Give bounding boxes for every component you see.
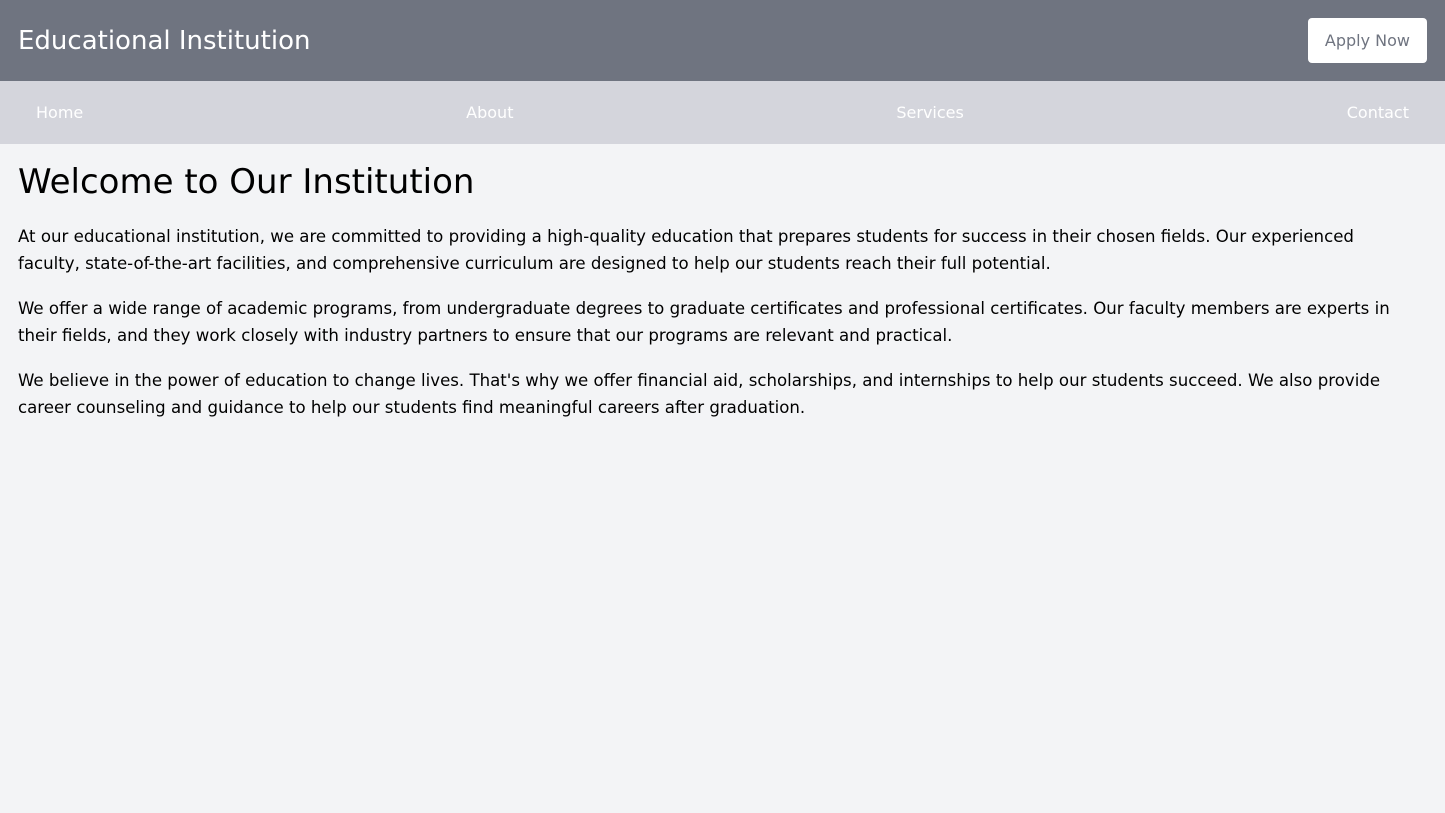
nav-item-home[interactable]: Home (36, 103, 84, 122)
main-nav (0, 81, 1445, 144)
support-paragraph: We believe in the power of education to change lives. That's why we offer financial aid, scholarships, and internships to help our students succeed. We also provide career counseling and guidance to help our students find meaningful careers after graduation. (18, 371, 1381, 417)
nav-item-services[interactable]: Services (896, 103, 964, 122)
main-content (0, 144, 1445, 421)
page-heading: Welcome to Our Institution (18, 162, 475, 202)
site-header (0, 0, 1445, 81)
apply-now-button[interactable]: Apply Now (1308, 18, 1427, 63)
nav-item-contact[interactable]: Contact (1346, 103, 1409, 122)
programs-paragraph: We offer a wide range of academic programs, from undergraduate degrees to graduate certificates and professional certificates. Our faculty members are experts in their fields, and they work closely with industry partners to ensure that our programs are relevant and practical. (18, 299, 1390, 345)
nav-item-about[interactable]: About (466, 103, 514, 122)
intro-paragraph: At our educational institution, we are committed to providing a high-quality education that prepares students for success in their chosen fields. Our experienced faculty, state-of-the-art facilities, and comprehensive curriculum are designed to help our students reach their full potential. (18, 227, 1354, 273)
site-title: Educational Institution (18, 25, 311, 56)
